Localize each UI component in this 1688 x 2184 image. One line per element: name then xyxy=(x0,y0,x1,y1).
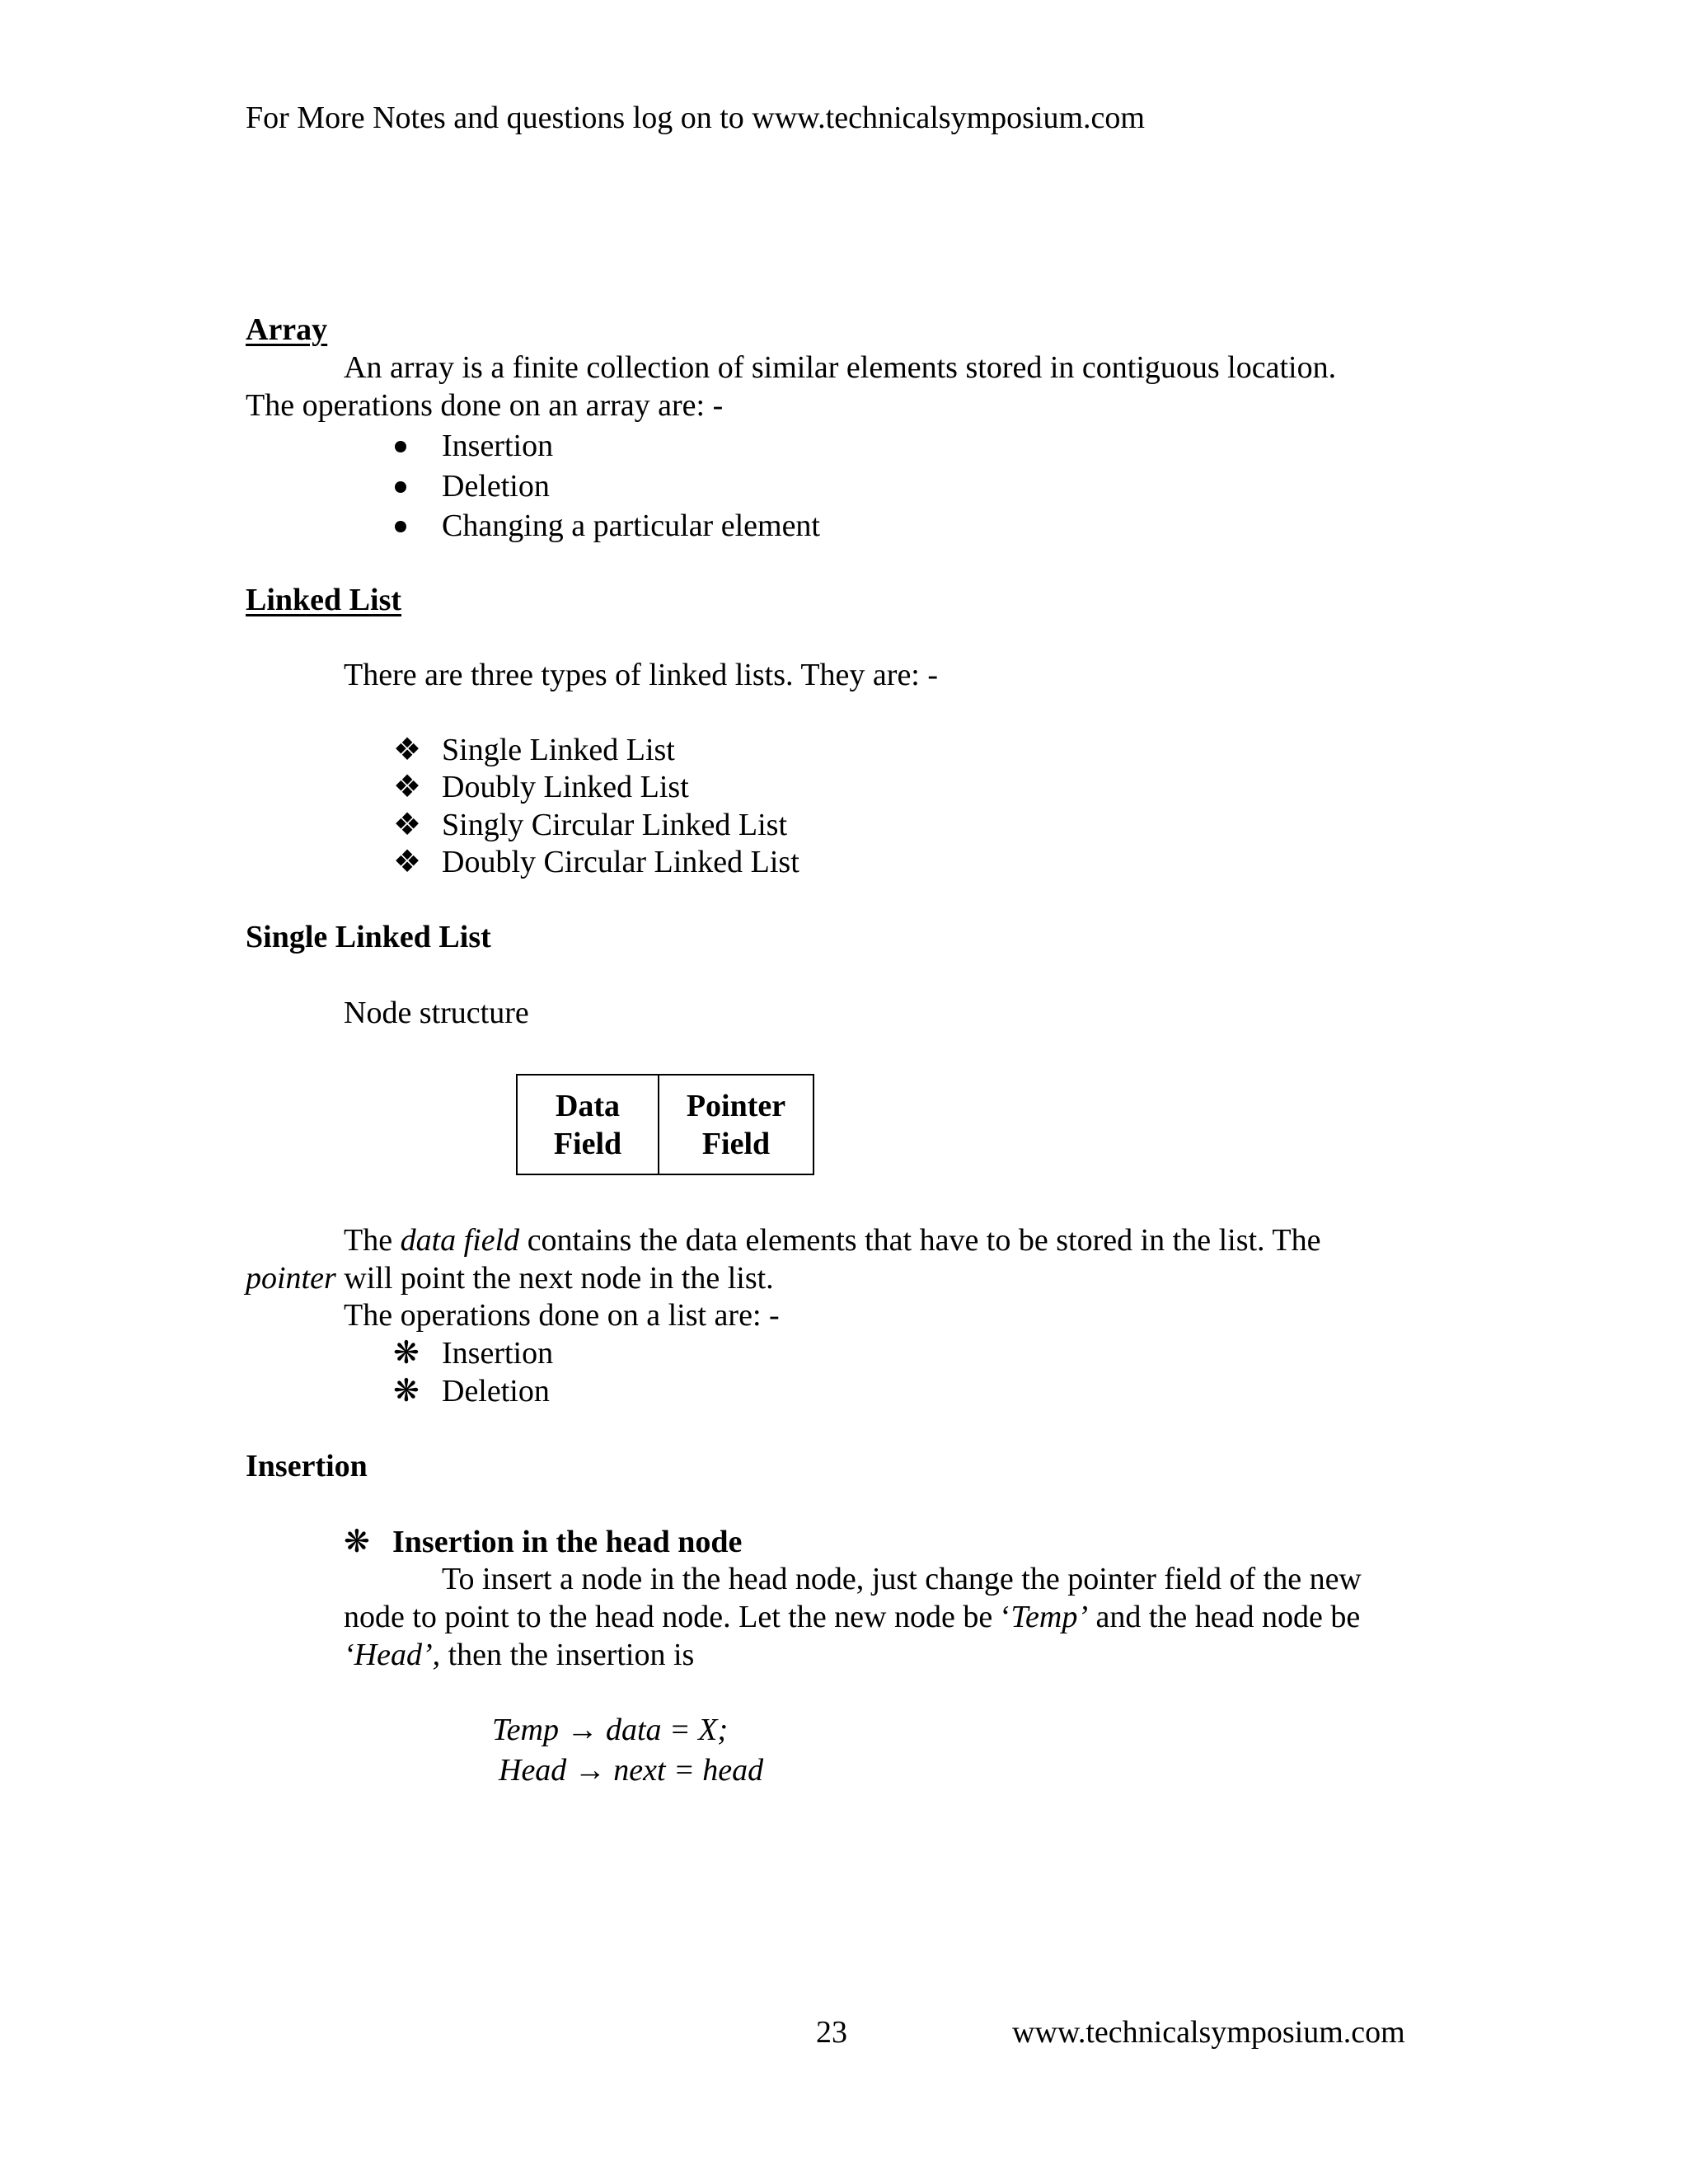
insertion-line3 xyxy=(344,1636,694,1674)
bullet-dot-icon xyxy=(395,521,406,532)
pointer-field-label-line2: Field xyxy=(701,1126,771,1161)
para-text: contains the data elements that have to be stored in the list. The xyxy=(527,1223,1321,1258)
linked-list-type-item: Doubly Circular Linked List xyxy=(442,845,799,879)
insertion-text: then the insertion is xyxy=(448,1638,695,1672)
data-field-paragraph-line2 xyxy=(246,1259,774,1297)
code-line-2: Head → next = head xyxy=(499,1753,764,1788)
diamond-bullet-icon: ❖ xyxy=(393,845,422,879)
bullet-dot-icon xyxy=(395,441,406,452)
insertion-line1: To insert a node in the head node, just change the pointer field of the new xyxy=(442,1562,1362,1596)
footer-site: www.technicalsymposium.com xyxy=(1012,2015,1405,2050)
list-operation-item: Insertion xyxy=(442,1336,554,1371)
node-structure-table xyxy=(516,1074,814,1175)
insertion-line2 xyxy=(344,1598,1360,1636)
array-operation-item: Changing a particular element xyxy=(442,509,820,543)
linked-list-heading: Linked List xyxy=(246,583,402,617)
para-pointer-term: pointer xyxy=(246,1261,336,1296)
page-number: 23 xyxy=(816,2015,847,2050)
list-operation-item: Deletion xyxy=(442,1374,550,1408)
insertion-heading: Insertion xyxy=(246,1449,368,1483)
insertion-head-term: ‘Head’, xyxy=(344,1638,441,1672)
linked-list-type-item: Single Linked List xyxy=(442,733,675,767)
data-field-label-line1: Data xyxy=(555,1088,621,1123)
para-data-field-term: data field xyxy=(400,1223,520,1258)
asterisk-bullet-icon: ❋ xyxy=(393,1336,420,1371)
asterisk-bullet-icon: ❋ xyxy=(393,1374,420,1408)
diamond-bullet-icon: ❖ xyxy=(393,770,422,804)
array-heading: Array xyxy=(246,312,328,347)
array-intro-line2: The operations done on an array are: - xyxy=(246,388,724,423)
pointer-field-cell xyxy=(659,1076,813,1174)
insertion-text: and the head node be xyxy=(1095,1600,1361,1634)
array-intro-line1: An array is a finite collection of similar elements stored in contiguous location. xyxy=(344,350,1337,385)
linked-list-type-item: Singly Circular Linked List xyxy=(442,808,788,842)
single-linked-list-heading: Single Linked List xyxy=(246,920,491,954)
data-field-label-line2: Field xyxy=(553,1126,622,1161)
diamond-bullet-icon: ❖ xyxy=(393,808,422,842)
insertion-text: node to point to the head node. Let the new node be ‘ xyxy=(344,1600,1011,1634)
array-operation-item: Insertion xyxy=(442,429,554,463)
insertion-head-node-subheading: Insertion in the head node xyxy=(392,1525,743,1559)
array-operation-item: Deletion xyxy=(442,469,550,504)
diamond-bullet-icon: ❖ xyxy=(393,733,422,767)
data-field-cell xyxy=(518,1076,659,1174)
insertion-temp-term: Temp’ xyxy=(1010,1600,1088,1634)
asterisk-bullet-icon: ❋ xyxy=(344,1525,370,1559)
data-field-paragraph-line1 xyxy=(344,1221,1320,1259)
list-operations-intro: The operations done on a list are: - xyxy=(344,1298,780,1333)
para-word: The xyxy=(344,1223,393,1258)
pointer-field-label-line1: Pointer xyxy=(686,1088,786,1123)
linked-list-intro: There are three types of linked lists. They are: - xyxy=(344,658,939,692)
bullet-dot-icon xyxy=(395,481,406,493)
header-note: For More Notes and questions log on to www.technicalsymposium.com xyxy=(246,101,1145,135)
node-structure-label: Node structure xyxy=(344,996,529,1030)
para-text: will point the next node in the list. xyxy=(344,1261,774,1296)
code-line-1: Temp → data = X; xyxy=(492,1713,729,1747)
linked-list-type-item: Doubly Linked List xyxy=(442,770,689,804)
